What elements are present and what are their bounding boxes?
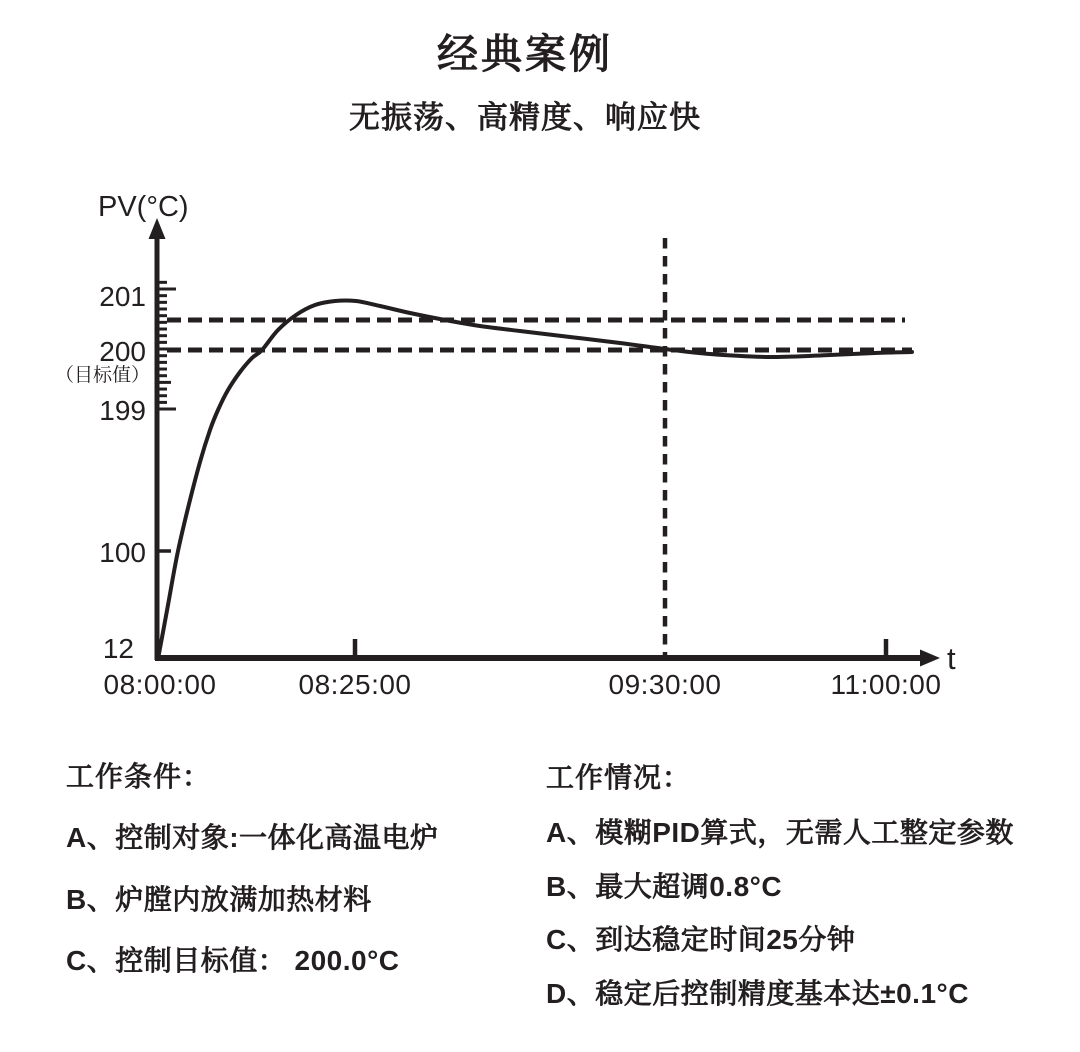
performance-item-b: B、最大超调0.8°C (546, 871, 783, 902)
y-tick-label-200: 200 (99, 336, 146, 367)
x-axis-arrow (920, 650, 940, 667)
target-value-label: （目标值） (54, 365, 150, 386)
performance-item-a: A、模糊PID算式，无需人工整定参数 (546, 817, 1014, 848)
x-axis-label: t (947, 641, 956, 676)
x-tick-label-0825: 08:25:00 (298, 669, 412, 700)
condition-item-c: C、控制目标值： 200.0°C (66, 945, 400, 976)
x-tick-label-0930: 09:30:00 (608, 669, 722, 700)
y-tick-label-100: 100 (99, 537, 146, 568)
page-subtitle: 无振荡、高精度、响应快 (349, 100, 701, 135)
performance-item-d: D、稳定后控制精度基本达±0.1°C (546, 978, 969, 1009)
page-title: 经典案例 (437, 31, 613, 77)
performance-item-c: C、到达稳定时间25分钟 (546, 924, 856, 955)
y-axis-label: PV(°C) (98, 191, 189, 223)
condition-item-a: A、控制对象:一体化高温电炉 (66, 822, 439, 853)
conditions-header: 工作条件： (66, 761, 212, 792)
x-tick-label-1100: 11:00:00 (830, 669, 942, 700)
y-tick-label-201: 201 (99, 281, 146, 312)
y-tick-label-12: 12 (102, 633, 134, 664)
pv-curve (158, 300, 912, 659)
condition-item-b: B、炉膛内放满加热材料 (66, 884, 372, 915)
x-tick-label-0800: 08:00:00 (103, 669, 217, 700)
performance-header: 工作情况： (546, 762, 692, 793)
y-tick-label-199: 199 (99, 395, 146, 426)
